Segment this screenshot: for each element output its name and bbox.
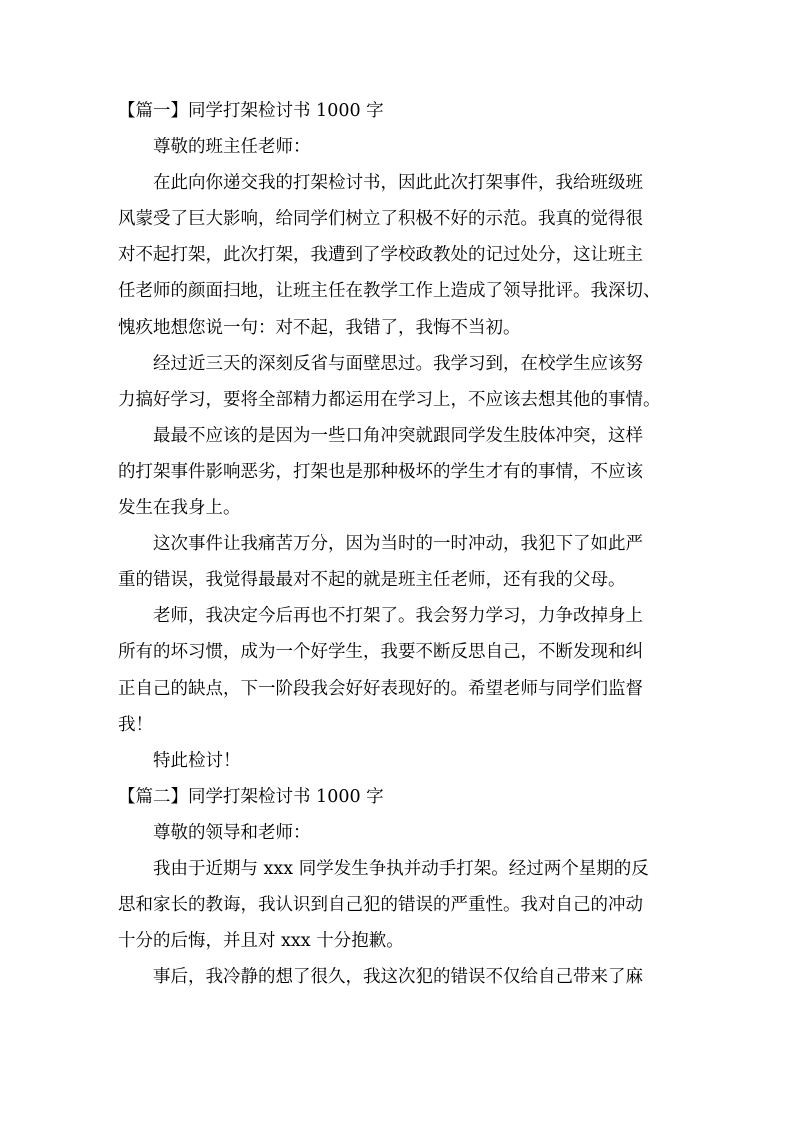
- paragraph: [118, 165, 678, 345]
- text-line: 愧疚地想您说一句：对不起，我错了，我悔不当初。: [118, 317, 521, 338]
- text-line: 的打架事件影响恶劣，打架也是那种极坏的学生才有的事情，不应该: [118, 461, 643, 482]
- salutation: 尊敬的班主任老师：: [153, 137, 311, 158]
- text-line: 重的错误，我觉得最最对不起的就是班主任老师，还有我的父母。: [118, 570, 626, 591]
- text-line: 风蒙受了巨大影响，给同学们树立了积极不好的示范。我真的觉得很: [118, 209, 643, 230]
- text-line: 在此向你递交我的打架检讨书，因此此次打架事件，我给班级班: [153, 173, 643, 194]
- section-title: 【篇一】同学打架检讨书 1000 字: [118, 101, 384, 121]
- text-line: 发生在我身上。: [118, 498, 241, 519]
- text-line: 我由于近期与 xxx 同学发生争执并动手打架。经过两个星期的反: [153, 858, 649, 879]
- text-line: 任老师的颜面扫地，让班主任在教学工作上造成了领导批评。我深切、: [118, 281, 661, 302]
- salutation: 尊敬的领导和老师：: [153, 822, 311, 843]
- text-line: 事后，我冷静的想了很久，我这次犯的错误不仅给自己带来了麻: [153, 967, 643, 988]
- paragraph: [118, 959, 678, 995]
- text-line: 我！: [118, 714, 153, 735]
- paragraph: [118, 418, 678, 526]
- paragraph: [118, 851, 678, 959]
- text-line: 力搞好学习，要将全部精力都运用在学习上，不应该去想其他的事情。: [118, 389, 661, 410]
- paragraph: [118, 598, 678, 742]
- text-line: 这次事件让我痛苦万分，因为当时的一时冲动，我犯下了如此严: [153, 534, 643, 555]
- text-line: 经过近三天的深刻反省与面壁思过。我学习到，在校学生应该努: [153, 353, 643, 374]
- document-page: [118, 93, 678, 995]
- text-line: 所有的坏习惯，成为一个好学生，我要不断反思自己，不断发现和纠: [118, 642, 643, 663]
- text-line: 老师，我决定今后再也不打架了。我会努力学习，力争改掉身上: [153, 606, 643, 627]
- text-line: 正自己的缺点，下一阶段我会好好表现好的。希望老师与同学们监督: [118, 678, 643, 699]
- closing-line: 特此检讨！: [153, 750, 241, 771]
- text-line: 十分的后悔，并且对 xxx 十分抱歉。: [118, 931, 404, 952]
- text-line: 对不起打架，此次打架，我遭到了学校政教处的记过处分，这让班主: [118, 245, 643, 266]
- text-line: 最最不应该的是因为一些口角冲突就跟同学发生肢体冲突，这样: [153, 425, 643, 446]
- paragraph: [118, 346, 678, 418]
- text-line: 思和家长的教诲，我认识到自己犯的错误的严重性。我对自己的冲动: [118, 895, 643, 916]
- section-title: 【篇二】同学打架检讨书 1000 字: [118, 786, 384, 807]
- paragraph: [118, 526, 678, 598]
